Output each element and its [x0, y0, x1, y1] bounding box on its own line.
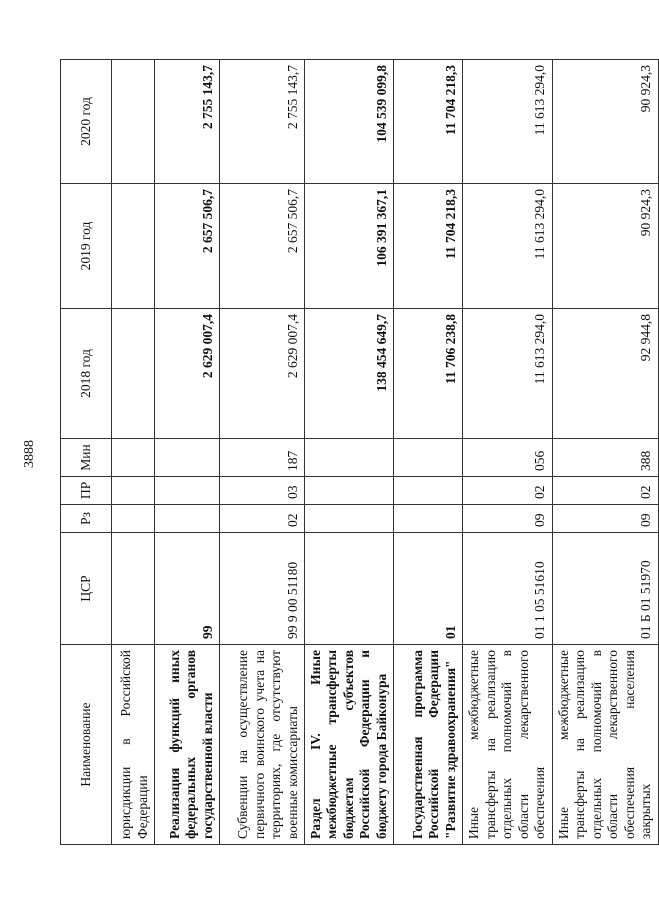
- table-row: [463, 60, 552, 845]
- cell-2018: 11 613 294,0: [463, 309, 552, 439]
- header-2018: 2018 год: [61, 309, 112, 439]
- cell-pr: [305, 477, 394, 505]
- cell-min: [394, 439, 463, 477]
- cell-2019: 11 613 294,0: [463, 184, 552, 309]
- table-row: [552, 60, 658, 845]
- cell-2019: 11 704 218,3: [394, 184, 463, 309]
- header-row: [61, 60, 112, 845]
- table-row: [112, 60, 155, 845]
- table-row: [394, 60, 463, 845]
- cell-rz: [112, 505, 155, 533]
- cell-2020: 2 755 143,7: [220, 60, 305, 184]
- cell-name: Реализация функций иных федеральных органов государственной власти: [155, 645, 220, 845]
- header-2019: 2019 год: [61, 184, 112, 309]
- cell-csr: [112, 533, 155, 645]
- cell-pr: 02: [463, 477, 552, 505]
- cell-min: 056: [463, 439, 552, 477]
- header-rz: Рз: [61, 505, 112, 533]
- cell-csr: 99 9 00 51180: [220, 533, 305, 645]
- budget-table: [60, 59, 659, 845]
- cell-csr: 99: [155, 533, 220, 645]
- cell-2019: [112, 184, 155, 309]
- cell-csr: 01: [394, 533, 463, 645]
- cell-2019: 2 657 506,7: [155, 184, 220, 309]
- cell-rz: [394, 505, 463, 533]
- cell-min: [305, 439, 394, 477]
- cell-2019: 106 391 367,1: [305, 184, 394, 309]
- cell-2018: 11 706 238,8: [394, 309, 463, 439]
- cell-pr: [112, 477, 155, 505]
- header-min: Мин: [61, 439, 112, 477]
- cell-2018: 92 944,8: [552, 309, 658, 439]
- page-number: 3888: [22, 440, 37, 468]
- cell-rz: 09: [552, 505, 658, 533]
- cell-2020: [112, 60, 155, 184]
- cell-min: [112, 439, 155, 477]
- cell-csr: 01 1 05 51610: [463, 533, 552, 645]
- cell-name: Субвенции на осуществление первичного воинского учета на территориях, где отсутствуют военные комиссариаты: [220, 645, 305, 845]
- rotated-table-container: [60, 60, 654, 845]
- cell-rz: 09: [463, 505, 552, 533]
- cell-2019: 90 924,3: [552, 184, 658, 309]
- cell-2018: 138 454 649,7: [305, 309, 394, 439]
- cell-2020: 90 924,3: [552, 60, 658, 184]
- cell-csr: [305, 533, 394, 645]
- cell-rz: [155, 505, 220, 533]
- cell-name: Иные межбюджетные трансферты на реализацию отдельных полномочий в области лекарственного обеспечения населения закрытых: [552, 645, 658, 845]
- table-row: [155, 60, 220, 845]
- cell-min: [155, 439, 220, 477]
- header-name: Наименование: [61, 645, 112, 845]
- header-pr: ПР: [61, 477, 112, 505]
- cell-min: 388: [552, 439, 658, 477]
- cell-pr: 02: [552, 477, 658, 505]
- cell-2018: [112, 309, 155, 439]
- cell-min: 187: [220, 439, 305, 477]
- cell-csr: 01 Б 01 51970: [552, 533, 658, 645]
- cell-2019: 2 657 506,7: [220, 184, 305, 309]
- table-row: [220, 60, 305, 845]
- cell-pr: [155, 477, 220, 505]
- header-2020: 2020 год: [61, 60, 112, 184]
- cell-2018: 2 629 007,4: [220, 309, 305, 439]
- cell-name: Иные межбюджетные трансферты на реализацию отдельных полномочий в области лекарственного обеспечения: [463, 645, 552, 845]
- cell-2020: 11 704 218,3: [394, 60, 463, 184]
- cell-pr: 03: [220, 477, 305, 505]
- cell-name: Государственная программа Российской Федерации "Развитие здравоохранения": [394, 645, 463, 845]
- cell-rz: 02: [220, 505, 305, 533]
- cell-2018: 2 629 007,4: [155, 309, 220, 439]
- cell-2020: 2 755 143,7: [155, 60, 220, 184]
- header-csr: ЦСР: [61, 533, 112, 645]
- cell-2020: 104 539 099,8: [305, 60, 394, 184]
- cell-pr: [394, 477, 463, 505]
- cell-rz: [305, 505, 394, 533]
- table-row: [305, 60, 394, 845]
- cell-name: Раздел IV. Иные межбюджетные трансферты бюджетам субъектов Российской Федерации и бюджету города Байконура: [305, 645, 394, 845]
- cell-name: юрисдикции в Российской Федерации: [112, 645, 155, 845]
- cell-2020: 11 613 294,0: [463, 60, 552, 184]
